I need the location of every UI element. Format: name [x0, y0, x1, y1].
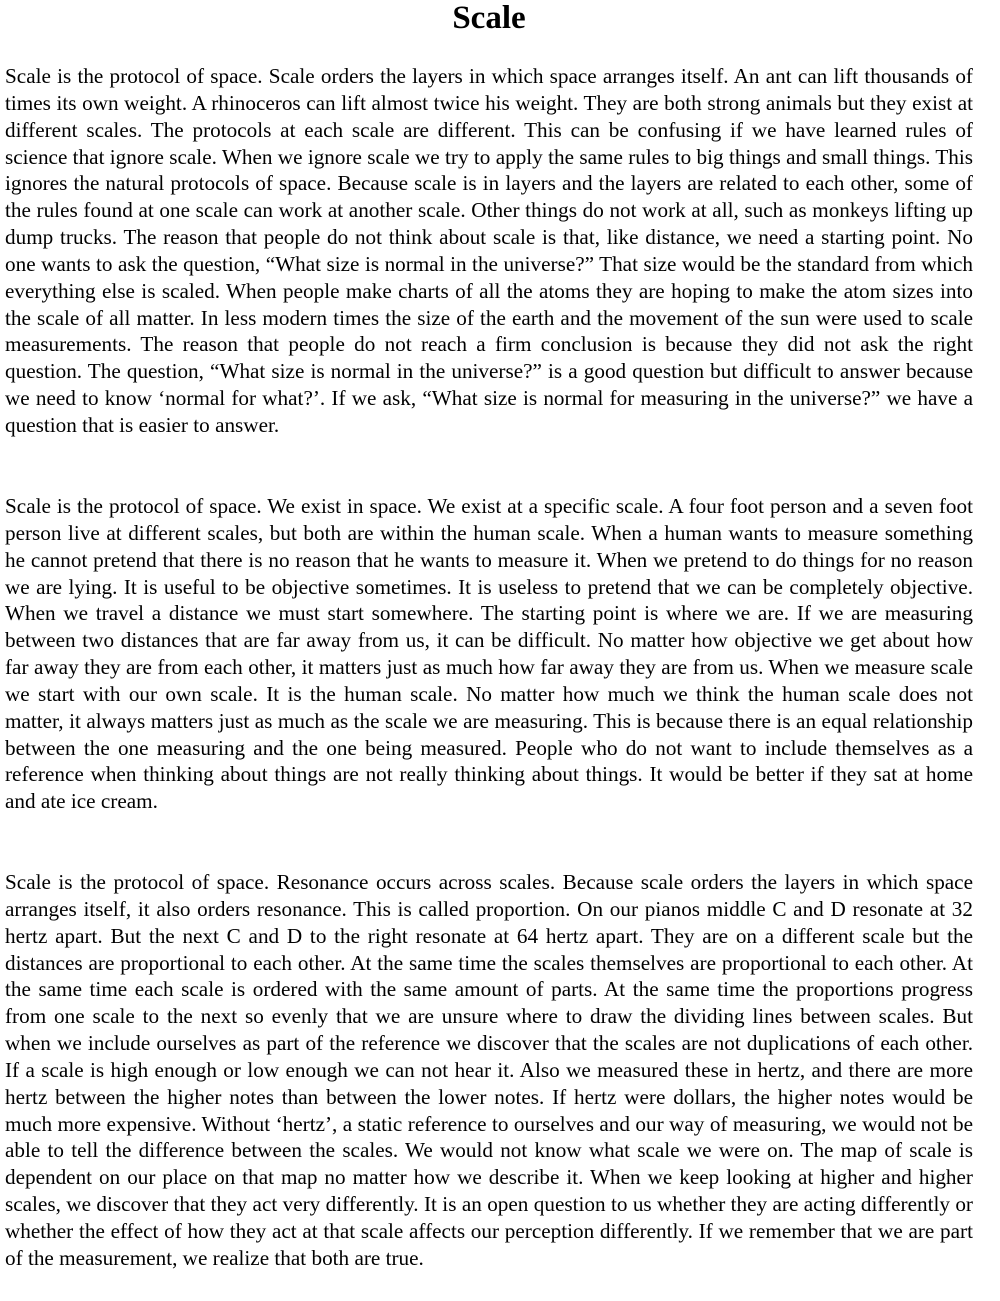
document-page [5, 0, 973, 1270]
paragraph-2: Scale is the protocol of space. We exist in space. We exist at a specific scale. A four foot person and a seven foot person live at different scales, but both are within the human scale. When a human wants to measure something he cannot pretend that there is no reason that he wants to measure it. When we pretend to do things for no reason we are lying. It is useful to be objective sometimes. It is useless to pretend that we can be completely objective. When we travel a distance we must start somewhere. The starting point is where we are. If we are measuring between two distances that are far away from us, it can be difficult. No matter how objective we get about how far away they are from each other, it matters just as much how far away they are from us. When we measure scale we start with our own scale. It is the human scale. No matter how much we think the human scale does not matter, it always matters just as much as the scale we are measuring. This is because there is an equal relationship between the one measuring and the one being measured. People who do not want to include themselves as a reference when thinking about things are not really thinking about things. It would be better if they sat at home and ate ice cream. [5, 494, 973, 814]
paragraph-3: Scale is the protocol of space. Resonance occurs across scales. Because scale orders the layers in which space arranges itself, it also orders resonance. This is called proportion. On our pianos middle C and D resonate at 32 hertz apart. But the next C and D to the right resonate at 64 hertz apart. They are on a different scale but the distances are proportional to each other. At the same time the scales themselves are proportional to each other. At the same time each scale is ordered with the same amount of parts. At the same time the proportions progress from one scale to the next so evenly that we are unsure where to draw the dividing lines between scales. But when we include ourselves as part of the reference we discover that the scales are not duplications of each other. If a scale is high enough or low enough we can not hear it. Also we measured these in hertz, and there are more hertz between the higher notes than between the lower notes. If hertz were dollars, the higher notes would be much more expensive. Without ‘hertz’, a static reference to ourselves and our way of measuring, we would not be able to tell the difference between the scales. We would not know what scale we were on. The map of scale is dependent on our place on that map no matter how we describe it. When we keep looking at higher and higher scales, we discover that they act very differently. It is an open question to us whether they are acting differently or whether the effect of how they act at that scale affects our perception differently. If we remember that we are part of the measurement, we realize that both are true. [5, 870, 973, 1270]
paragraph-1: Scale is the protocol of space. Scale orders the layers in which space arranges itself. An ant can lift thousands of times its own weight. A rhinoceros can lift almost twice his weight. They are both strong animals but they exist at different scales. The protocols at each scale are different. This can be confusing if we have learned rules of science that ignore scale. When we ignore scale we try to apply the same rules to big things and small things. This ignores the natural protocols of space. Because scale is in layers and the layers are related to each other, some of the rules found at one scale can work at another scale. Other things do not work at all, such as monkeys lifting up dump trucks. The reason that people do not think about scale is that, like distance, we need a starting point. No one wants to ask the question, “What size is normal in the universe?” That size would be the standard from which everything else is scaled. When people make charts of all the atoms they are hoping to make the atom sizes into the scale of all matter. In less modern times the size of the earth and the movement of the sun were used to scale measurements. The reason that people do not reach a firm conclusion is because they did not ask the right question. The question, “What size is normal in the universe?” is a good question but difficult to answer because we need to know ‘normal for what?’. If we ask, “What size is normal for measuring in the universe?” we have a question that is easier to answer. [5, 64, 973, 437]
page-title: Scale [452, 0, 526, 36]
